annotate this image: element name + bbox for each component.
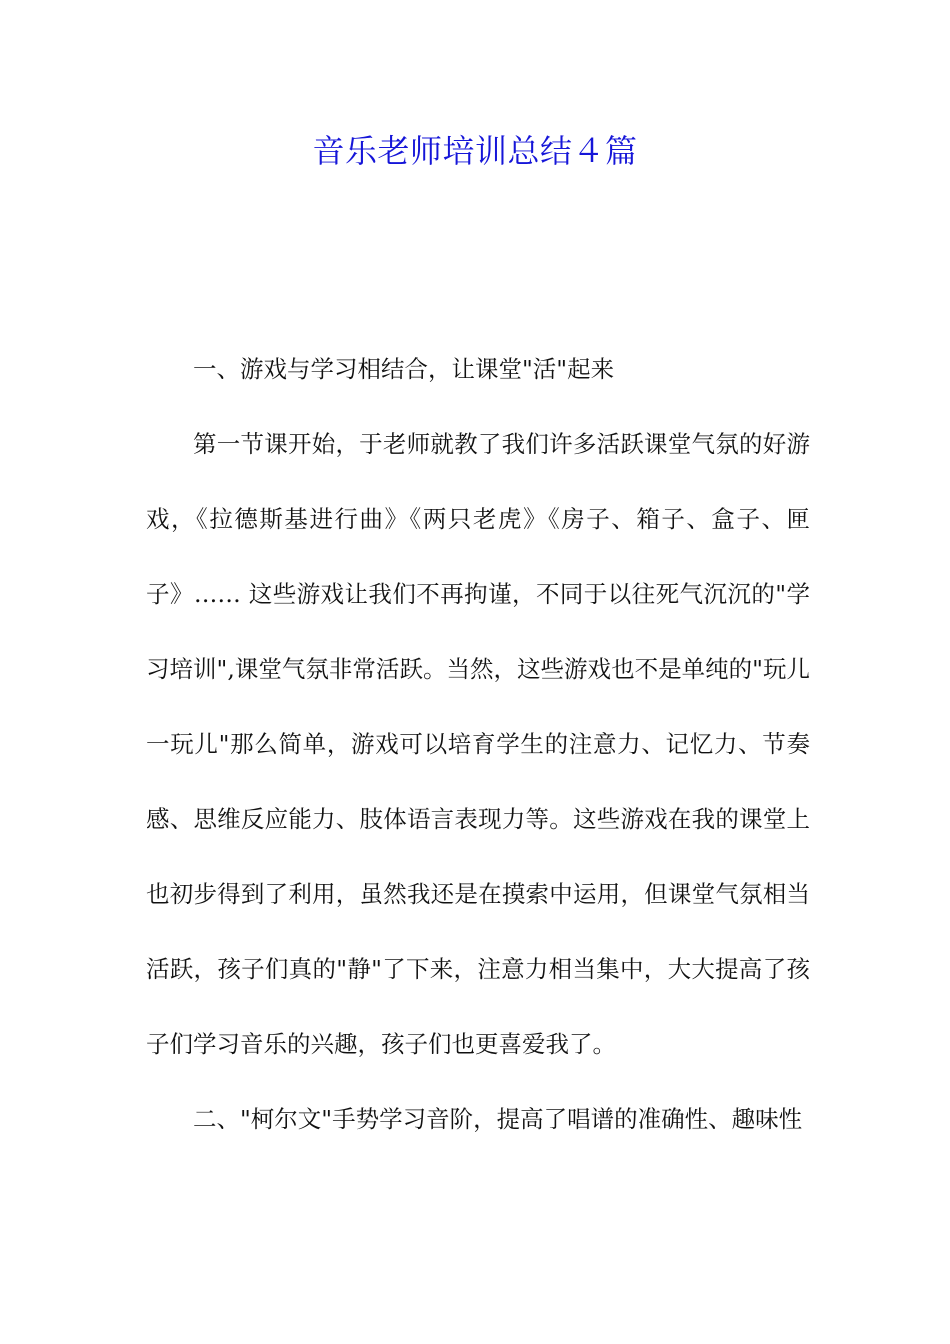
document-body: [146, 332, 810, 1157]
body-paragraph: 第一节课开始，于老师就教了我们许多活跃课堂气氛的好游戏，《拉德斯基进行曲》《两只老虎》《房子、箱子、盒子、匣子》…… 这些游戏让我们不再拘谨，不同于以往死气沉沉的"学习培训",课堂气氛非常活跃。当然，这些游戏也不是单纯的"玩儿一玩儿"那么简单，游戏可以培育学生的注意力、记忆力、节奏感、思维反应能力、肢体语言表现力等。这些游戏在我的课堂上也初步得到了利用，虽然我还是在摸索中运用，但课堂气氛相当活跃，孩子们真的"静"了下来，注意力相当集中，大大提高了孩子们学习音乐的兴趣，孩子们也更喜爱我了。: [146, 430, 810, 1058]
document-title: 音乐老师培训总结４篇: [312, 132, 638, 170]
section-heading-2: 二、"柯尔文"手势学习音阶，提高了唱谱的准确性、趣味性: [193, 1105, 803, 1133]
section-heading-1: 一、游戏与学习相结合，让课堂"活"起来: [193, 355, 615, 383]
